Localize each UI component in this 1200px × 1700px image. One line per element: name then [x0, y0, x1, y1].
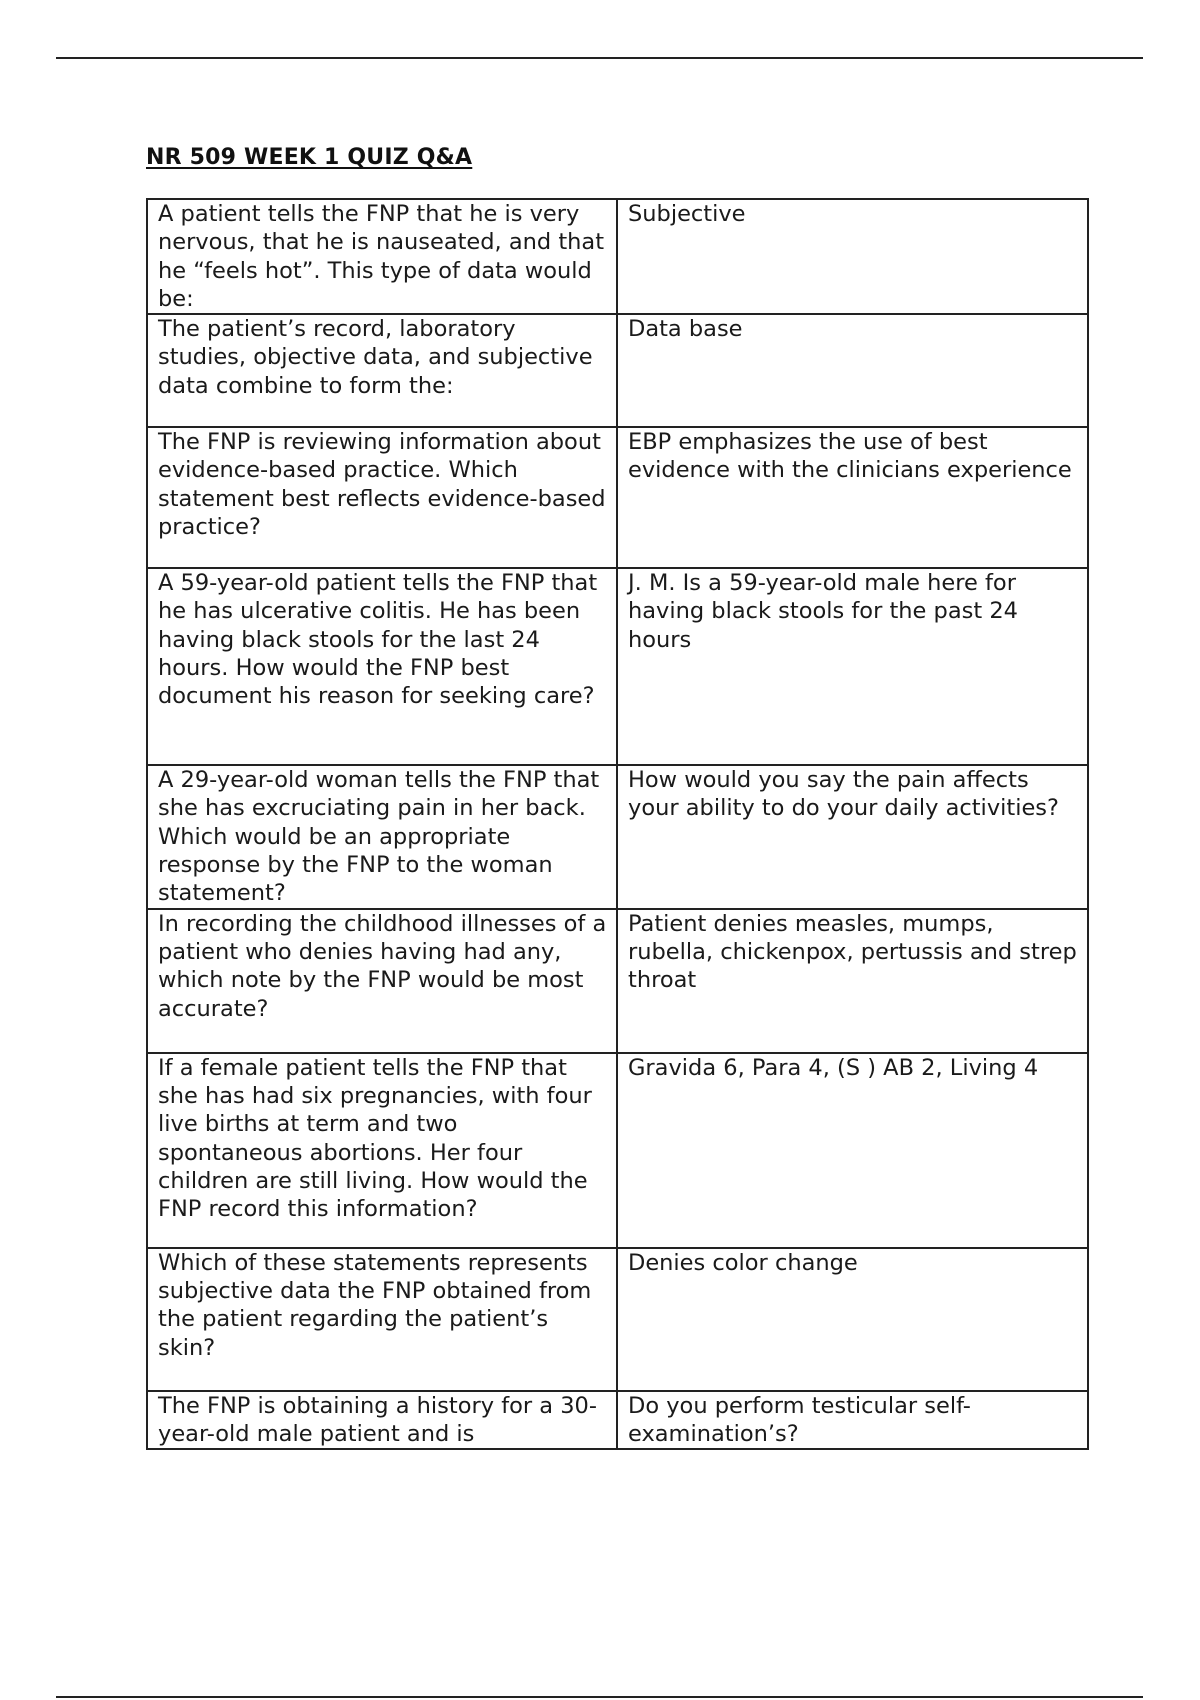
- question-cell: A 29-year-old woman tells the FNP that she has excruciating pain in her back. Which would be an appropriate response by the FNP to the woman statement?: [147, 765, 617, 908]
- question-cell: Which of these statements represents subjective data the FNP obtained from the patient regarding the patient’s skin?: [147, 1248, 617, 1391]
- table-row: [147, 909, 1088, 1053]
- header-rule: [56, 57, 1143, 59]
- question-cell: The FNP is obtaining a history for a 30-year-old male patient and is: [147, 1391, 617, 1450]
- table-row: [147, 1248, 1088, 1391]
- answer-cell: Gravida 6, Para 4, (S ) AB 2, Living 4: [617, 1053, 1088, 1248]
- table-row: [147, 314, 1088, 427]
- question-cell: The FNP is reviewing information about evidence-based practice. Which statement best reflects evidence-based practice?: [147, 427, 617, 568]
- answer-cell: Patient denies measles, mumps, rubella, chickenpox, pertussis and strep throat: [617, 909, 1088, 1053]
- answer-cell: EBP emphasizes the use of best evidence with the clinicians experience: [617, 427, 1088, 568]
- question-cell: In recording the childhood illnesses of a patient who denies having had any, which note by the FNP would be most accurate?: [147, 909, 617, 1053]
- qa-table: [146, 198, 1089, 1450]
- answer-cell: Denies color change: [617, 1248, 1088, 1391]
- question-cell: A 59-year-old patient tells the FNP that he has ulcerative colitis. He has been having black stools for the last 24 hours. How would the FNP best document his reason for seeking care?: [147, 568, 617, 765]
- table-row: [147, 199, 1088, 314]
- table-row: [147, 568, 1088, 765]
- table-row: [147, 765, 1088, 908]
- answer-cell: J. M. Is a 59-year-old male here for having black stools for the past 24 hours: [617, 568, 1088, 765]
- table-row: [147, 1391, 1088, 1450]
- answer-cell: Do you perform testicular self-examination’s?: [617, 1391, 1088, 1450]
- question-cell: A patient tells the FNP that he is very nervous, that he is nauseated, and that he “feels hot”. This type of data would be:: [147, 199, 617, 314]
- answer-cell: Subjective: [617, 199, 1088, 314]
- question-cell: If a female patient tells the FNP that she has had six pregnancies, with four live births at term and two spontaneous abortions. Her four children are still living. How would the FNP record this information?: [147, 1053, 617, 1248]
- table-row: [147, 1053, 1088, 1248]
- document-title: NR 509 WEEK 1 QUIZ Q&A: [146, 145, 473, 170]
- question-cell: The patient’s record, laboratory studies, objective data, and subjective data combine to form the:: [147, 314, 617, 427]
- table-row: [147, 427, 1088, 568]
- answer-cell: Data base: [617, 314, 1088, 427]
- answer-cell: How would you say the pain affects your ability to do your daily activities?: [617, 765, 1088, 908]
- footer-rule: [56, 1696, 1143, 1698]
